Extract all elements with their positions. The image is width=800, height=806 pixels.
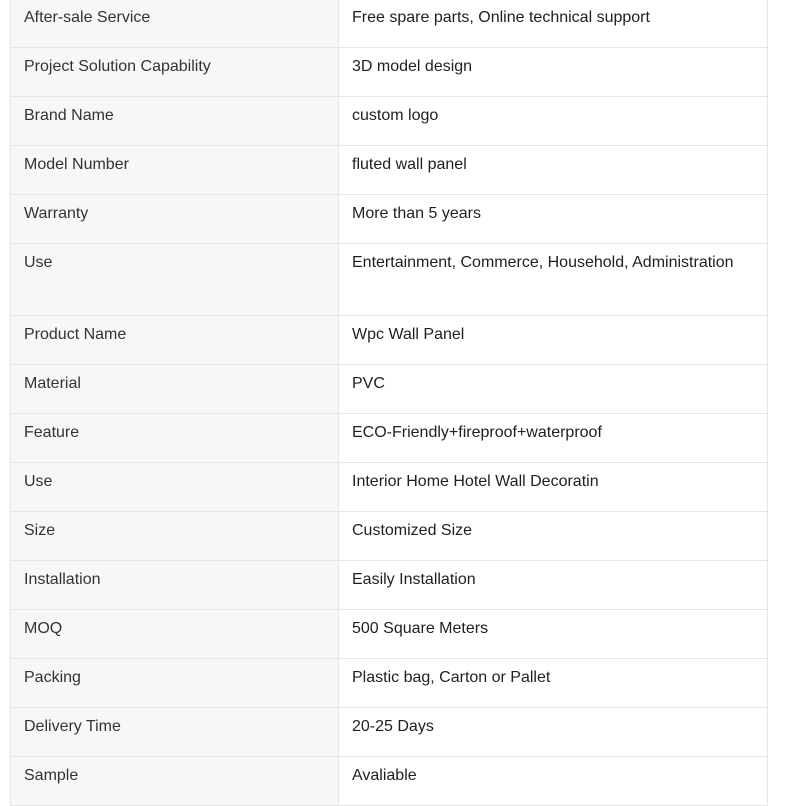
- spec-value: 3D model design: [339, 48, 768, 97]
- spec-key: Installation: [11, 561, 339, 610]
- spec-key: Delivery Time: [11, 708, 339, 757]
- spec-key: MOQ: [11, 610, 339, 659]
- spec-key: After-sale Service: [11, 0, 339, 48]
- spec-row-feature: [11, 414, 768, 463]
- spec-value: Customized Size: [339, 512, 768, 561]
- spec-key: Packing: [11, 659, 339, 708]
- spec-value: custom logo: [339, 97, 768, 146]
- spec-value: Plastic bag, Carton or Pallet: [339, 659, 768, 708]
- spec-value: Interior Home Hotel Wall Decoratin: [339, 463, 768, 512]
- spec-value: fluted wall panel: [339, 146, 768, 195]
- spec-row-moq: [11, 610, 768, 659]
- spec-row-brand-name: [11, 97, 768, 146]
- spec-value: Free spare parts, Online technical support: [339, 0, 768, 48]
- spec-key: Brand Name: [11, 97, 339, 146]
- spec-row-packing: [11, 659, 768, 708]
- spec-row-use: [11, 244, 768, 316]
- spec-key: Size: [11, 512, 339, 561]
- spec-row-warranty: [11, 195, 768, 244]
- spec-key: Material: [11, 365, 339, 414]
- spec-row-product-name: [11, 316, 768, 365]
- spec-value: Avaliable: [339, 757, 768, 806]
- spec-value: 500 Square Meters: [339, 610, 768, 659]
- spec-value: PVC: [339, 365, 768, 414]
- spec-value: Entertainment, Commerce, Household, Administration: [339, 244, 768, 316]
- spec-key: Feature: [11, 414, 339, 463]
- product-spec-table-container: [10, 0, 767, 806]
- spec-value: Wpc Wall Panel: [339, 316, 768, 365]
- spec-row-installation: [11, 561, 768, 610]
- spec-row-material: [11, 365, 768, 414]
- spec-key: Use: [11, 244, 339, 316]
- spec-row-delivery-time: [11, 708, 768, 757]
- spec-row-size: [11, 512, 768, 561]
- spec-key: Product Name: [11, 316, 339, 365]
- spec-row-project-solution-capability: [11, 48, 768, 97]
- spec-value: ECO-Friendly+fireproof+waterproof: [339, 414, 768, 463]
- spec-key: Sample: [11, 757, 339, 806]
- spec-row-sample: [11, 757, 768, 806]
- spec-row-use-interior: [11, 463, 768, 512]
- spec-key: Project Solution Capability: [11, 48, 339, 97]
- spec-value: More than 5 years: [339, 195, 768, 244]
- spec-value: 20-25 Days: [339, 708, 768, 757]
- spec-row-model-number: [11, 146, 768, 195]
- product-spec-table: [10, 0, 768, 806]
- spec-key: Model Number: [11, 146, 339, 195]
- spec-key: Warranty: [11, 195, 339, 244]
- spec-row-after-sale-service: [11, 0, 768, 48]
- spec-key: Use: [11, 463, 339, 512]
- spec-value: Easily Installation: [339, 561, 768, 610]
